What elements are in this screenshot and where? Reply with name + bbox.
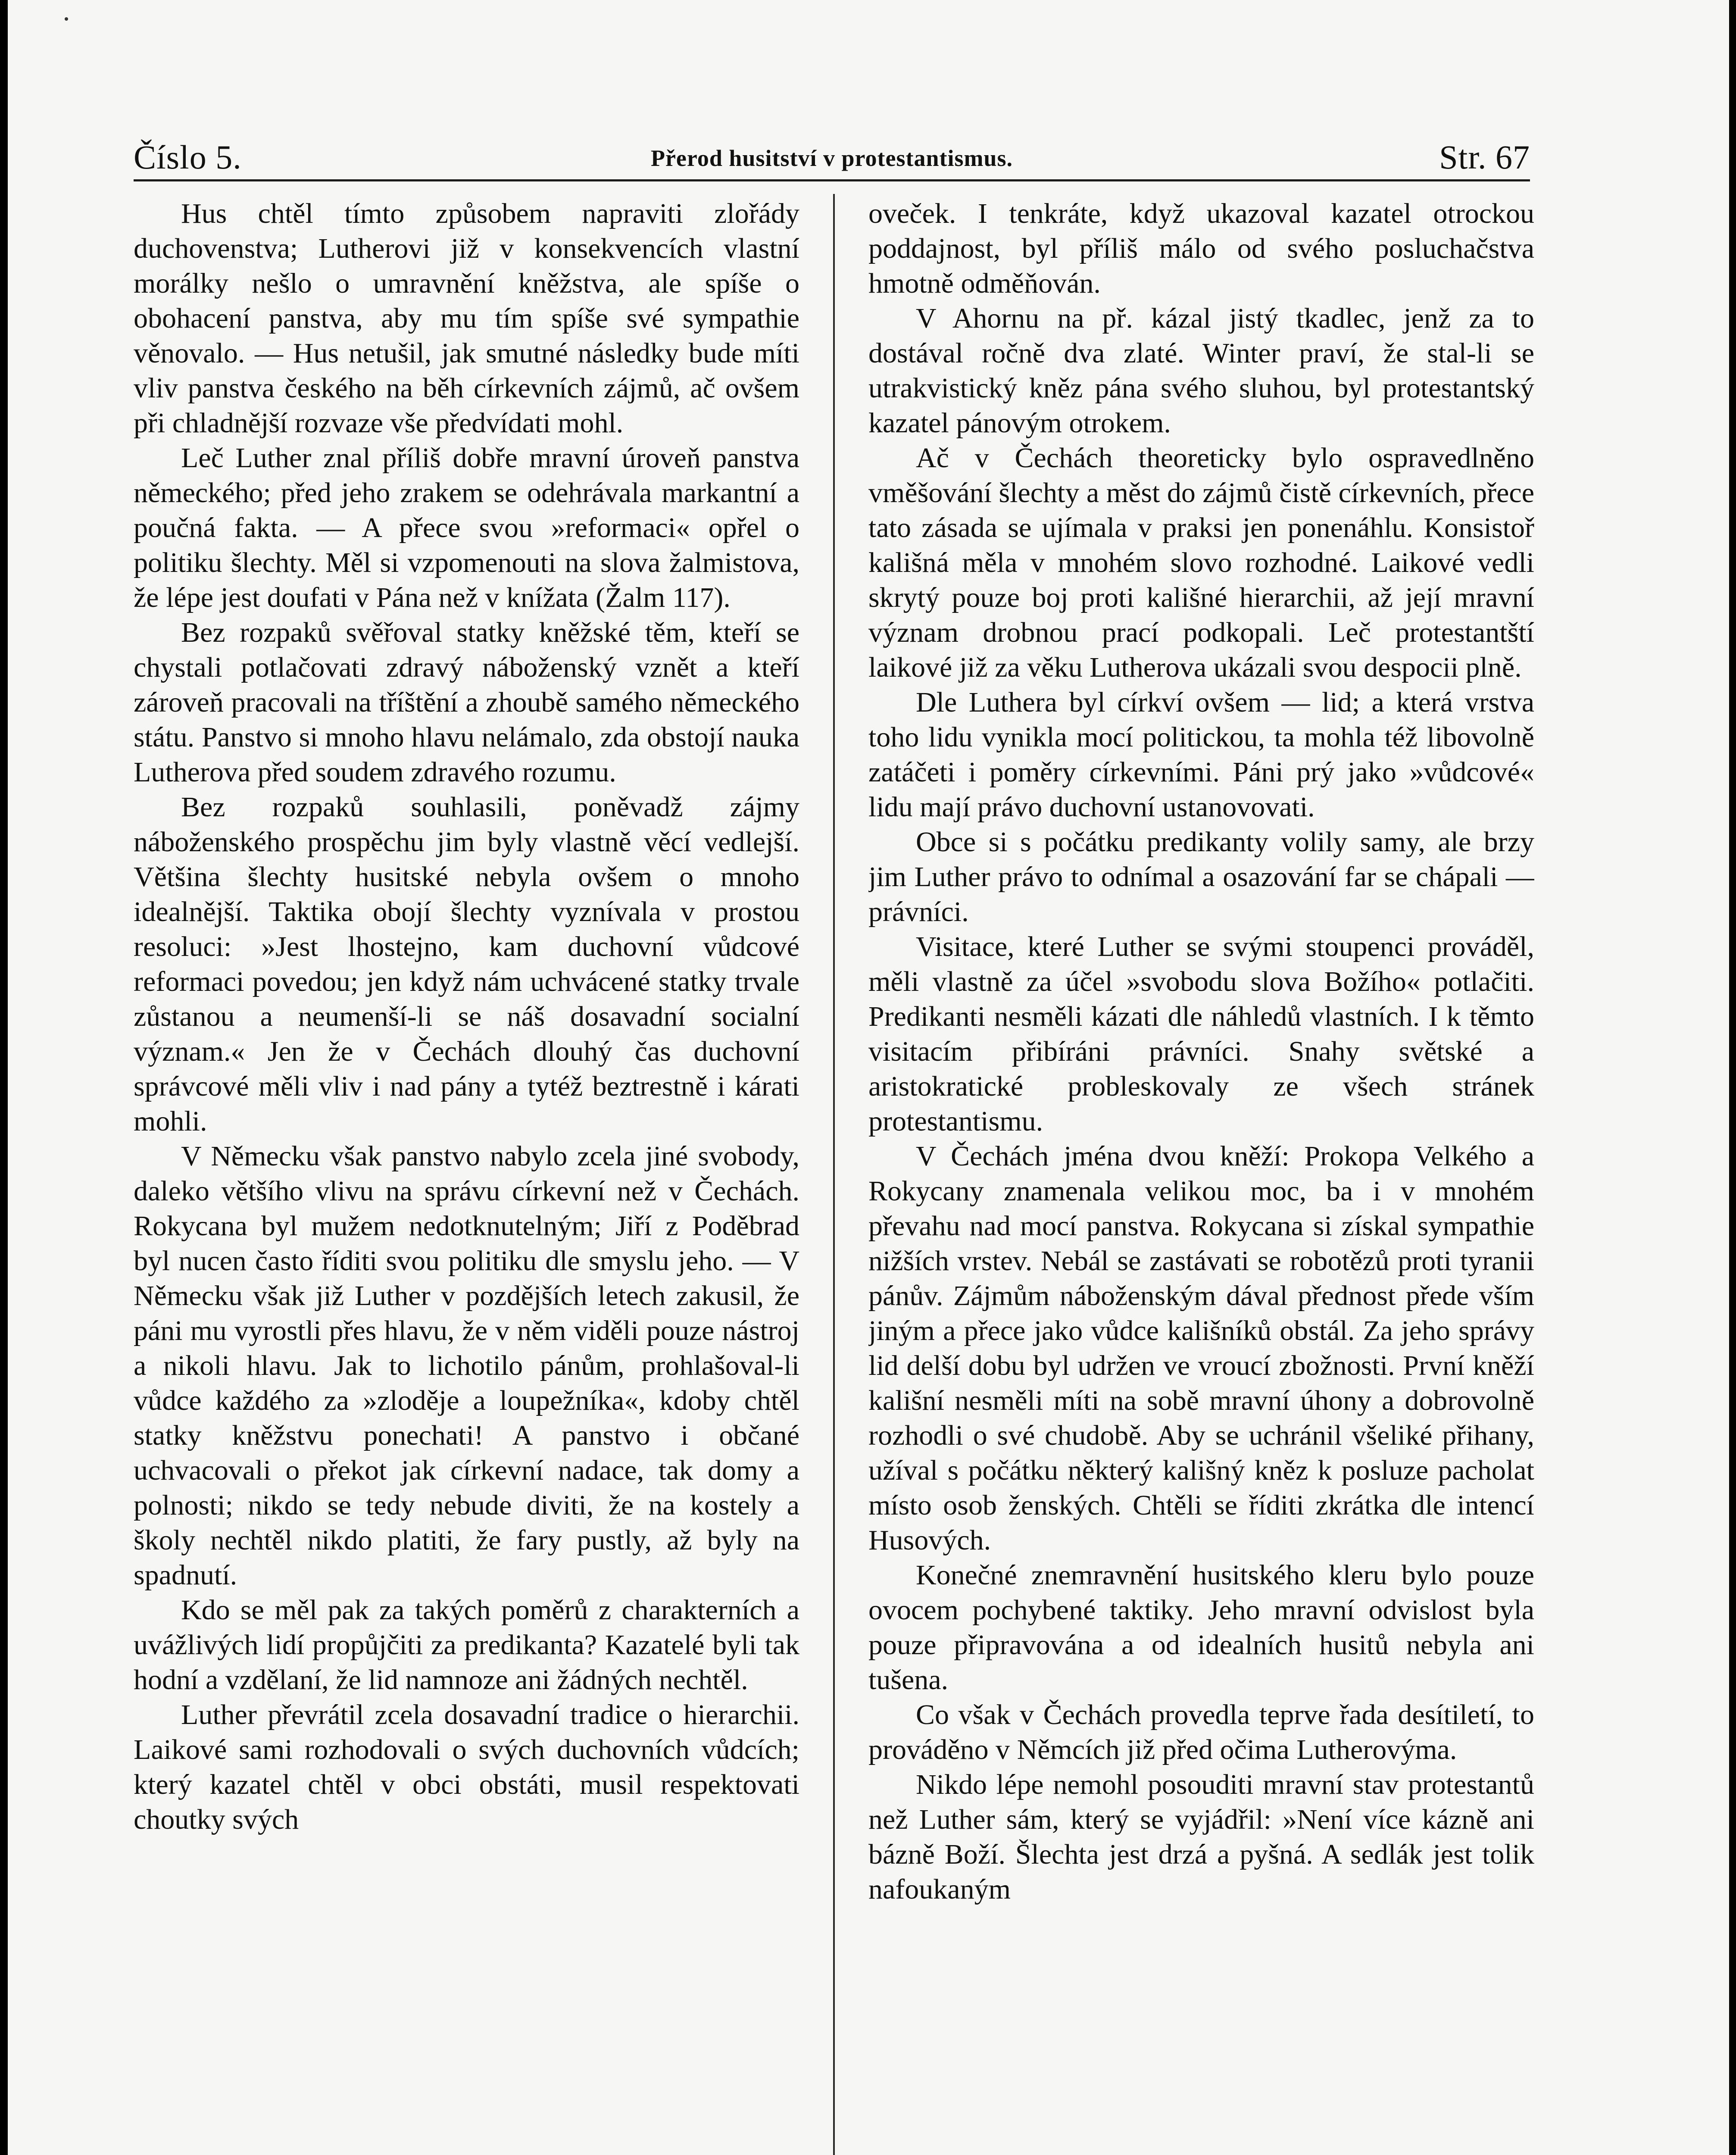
page-number: Str. 67 — [1439, 138, 1530, 176]
paragraph: V Čechách jména dvou kněží: Prokopa Velkého a Rokycany znamenala velikou moc, ba i v mnohém převahu nad mocí panstva. Rokycana si získal sympathie nižších vrstev. Nebál se zastávati se robotězů proti tyranii pánův. Zájmům náboženským dával přednost přede vším jiným a přece jako vůdce kališníků obstál. Za jeho správy lid delší dobu byl udržen ve vroucí zbožnosti. První kněží kališní nesměli míti na sobě mravní úhony a dobrovolně rozhodli o své chudobě. Aby se uchránil všeliké přihany, užíval s počátku některý kališný kněz k posluze pacholat místo osob ženských. Chtěli se říditi zkrátka dle intencí Husových. — [868, 1140, 1534, 1556]
paragraph: Dle Luthera byl církví ovšem — lid; a která vrstva toho lidu vynikla mocí politickou, ta mohla též libovolně zatáčeti i poměry církevními. Páni prý jako »vůdcové« lidu mají právo duchovní ustanovovati. — [868, 687, 1534, 823]
paragraph: Ač v Čechách theoreticky bylo ospravedlněno vměšování šlechty a měst do zájmů čistě církevních, přece tato zásada se ujímala v praksi jen ponenáhlu. Konsistoř kališná měla v mnohém slovo rozhodné. Laikové vedli skrytý pouze boj proti kališné hierarchii, až její mravní význam drobnou prací podkopali. Leč protestantští laikové již za věku Lutherova ukázali svou despocii plně. — [868, 442, 1534, 683]
paragraph: Leč Luther znal příliš dobře mravní úroveň panstva německého; před jeho zrakem se odehrávala markantní a poučná fakta. — A přece svou »reformaci« opřel o politiku šlechty. Měl si vzpomenouti na slova žalmistova, že lépe jest doufati v Pána než v knížata (Žalm 117). — [134, 442, 799, 613]
paragraph: Visitace, které Luther se svými stoupenci prováděl, měli vlastně za účel »svobodu slova Božího« potlačiti. Predikanti nesměli kázati dle náhledů vlastních. I k těmto visitacím přibíráni právníci. Snahy světské a aristokratické probleskovaly ze všech stránek protestantismu. — [868, 931, 1534, 1137]
scan-border-left — [0, 0, 8, 2155]
paragraph: Bez rozpaků souhlasili, poněvadž zájmy náboženského prospěchu jim byly vlastně věcí vedlejší. Většina šlechty husitské nebyla ovšem o mnoho idealnější. Taktika obojí šlechty vyznívala v prostou resoluci: »Jest lhostejno, kam duchovní vůdcové reformaci povedou; jen když nám uchvácené statky trvale zůstanou a neumenší-li se náš dosavadní socialní význam.« Jen že v Čechách dlouhý čas duchovní správcové měli vliv i nad pány a tytéž beztrestně i kárati mohli. — [134, 791, 799, 1137]
paragraph: Bez rozpaků svěřoval statky kněžské těm, kteří se chystali potlačovati zdravý náboženský vznět a kteří zároveň pracovali na tříštění a zhoubě samého německého státu. Panstvo si mnoho hlavu nelámalo, zda obstojí nauka Lutherova před soudem zdravého rozumu. — [134, 617, 799, 788]
paragraph-continuation: oveček. I tenkráte, když ukazoval kazatel otrockou poddajnost, byl příliš málo od svého posluchačstva hmotně odměňován. — [868, 198, 1534, 299]
column-divider — [833, 194, 835, 2155]
right-column — [868, 196, 1534, 2155]
issue-number: Číslo 5. — [134, 138, 242, 176]
paragraph: Luther převrátil zcela dosavadní tradice o hierarchii. Laikové sami rozhodovali o svých duchovních vůdcích; který kazatel chtěl v obci obstáti, musil respektovati choutky svých — [134, 1699, 799, 1835]
paragraph: Nikdo lépe nemohl posouditi mravní stav protestantů než Luther sám, který se vyjádřil: »Není více kázně ani bázně Boží. Šlechta jest drzá a pyšná. A sedlák jest tolik nafoukaným — [868, 1769, 1534, 1905]
paragraph: Kdo se měl pak za takých poměrů z charakterních a uvážlivých lidí propůjčiti za predikanta? Kazatelé byli tak hodní a vzdělaní, že lid namnoze ani žádných nechtěl. — [134, 1594, 799, 1696]
paragraph: Co však v Čechách provedla teprve řada desítiletí, to prováděno v Němcích již před očima Lutherovýma. — [868, 1699, 1534, 1765]
paragraph: Hus chtěl tímto způsobem napraviti zlořády duchovenstva; Lutherovi již v konsekvencích vlastní morálky nešlo o umravnění kněžstva, ale spíše o obohacení panstva, aby mu tím spíše své sympathie věnovalo. — Hus netušil, jak smutné následky bude míti vliv panstva českého na běh církevních zájmů, ač ovšem při chladnější rozvaze vše předvídati mohl. — [134, 198, 799, 439]
paragraph: V Ahornu na př. kázal jistý tkadlec, jenž za to dostával ročně dva zlaté. Winter praví, že stal-li se utrakvistický kněz pána svého sluhou, byl protestantský kazatel pánovým otrokem. — [868, 303, 1534, 439]
header-rule — [134, 179, 1530, 181]
scan-speck — [65, 17, 68, 21]
paragraph: V Německu však panstvo nabylo zcela jiné svobody, daleko většího vlivu na správu církevní než v Čechách. Rokycana byl mužem nedotknutelným; Jiří z Poděbrad byl nucen často říditi svou politiku dle smyslu jeho. — V Německu však již Luther v pozdějších letech zakusil, že páni mu vyrostli přes hlavu, že v něm viděli pouze nástroj a nikoli hlavu. Jak to lichotilo pánům, prohlašoval-li vůdce každého za »zloděje a loupežníka«, kdoby chtěl statky kněžstvu ponechati! A panstvo i občané uchvacovali o překot jak církevní nadace, tak domy a polnosti; nikdo se tedy nebude diviti, že na kostely a školy nechtěl nikdo platiti, že fary pustly, až byly na spadnutí. — [134, 1140, 799, 1591]
scan-border-right — [1729, 0, 1736, 2155]
running-head — [134, 129, 1530, 177]
journal-page — [134, 129, 1534, 2155]
article-title: Přerod husitství v protestantismus. — [650, 145, 1013, 171]
paragraph: Konečné znemravnění husitského kleru bylo pouze ovocem pochybené taktiky. Jeho mravní odvislost byla pouze připravována a od idealních husitů nebyla ani tušena. — [868, 1559, 1534, 1696]
left-column — [134, 196, 799, 2155]
paragraph: Obce si s počátku predikanty volily samy, ale brzy jim Luther právo to odnímal a osazování far se chápali — právníci. — [868, 826, 1534, 928]
